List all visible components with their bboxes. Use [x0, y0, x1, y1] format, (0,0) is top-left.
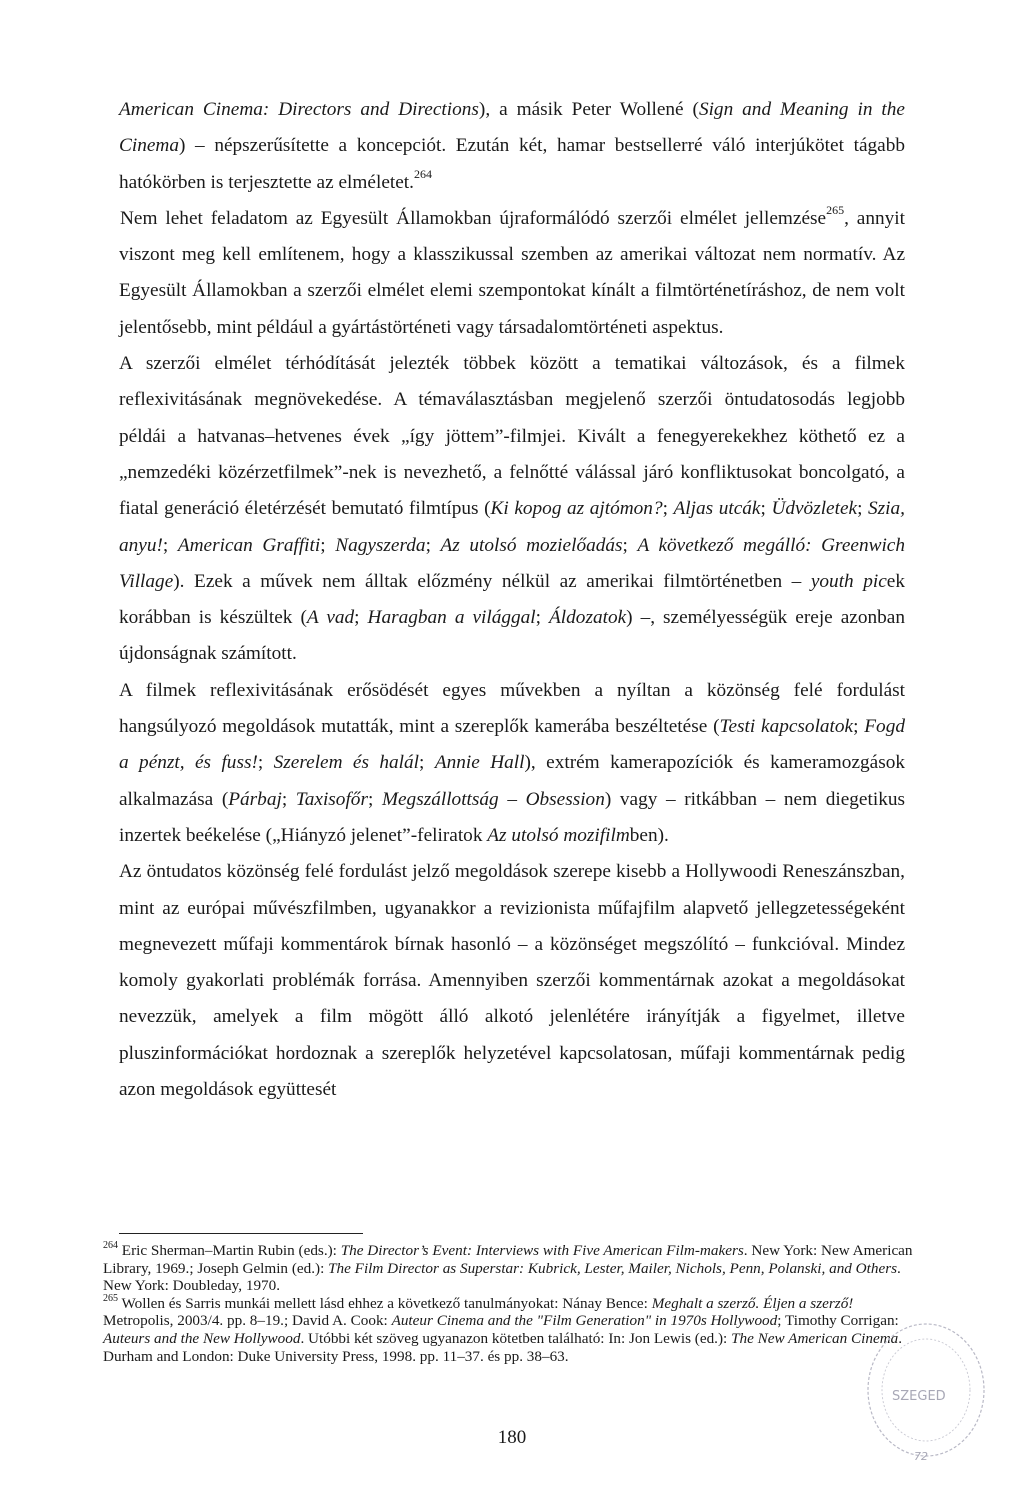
- footnote-264: [103, 1239, 923, 1295]
- text-run: Eric Sherman–Martin Rubin (eds.):: [118, 1242, 341, 1259]
- separator: ;: [760, 498, 772, 520]
- footnote-separator: [119, 1233, 363, 1234]
- book-title: The New American Cinema: [731, 1329, 899, 1347]
- separator: ;: [354, 607, 368, 629]
- article-title: Meghalt a szerző. Éljen a szerző!: [651, 1294, 854, 1312]
- film-title: Annie Hall: [434, 752, 525, 774]
- text-run: . New York: New American Library, 1969.; Joseph Gelmin (ed.):: [103, 1242, 913, 1277]
- article-title: Auteur Cinema and the "Film Generation" in 1970s Hollywood: [391, 1312, 778, 1330]
- book-title: Sign and Meaning in the Cinema: [119, 99, 905, 157]
- page-number: 180: [497, 1427, 527, 1448]
- film-title: Áldozatok: [549, 607, 627, 629]
- text-run: . New York: Doubleday, 1970.: [103, 1259, 901, 1295]
- text-run: ) – népszerűsítette a koncepciót. Ezután két, hamar bestsellerré váló interjúkötet tágabb hatókörben is terjesztette az elméletet.: [119, 135, 905, 193]
- paragraph: [119, 346, 905, 673]
- film-title: Fogd a pénzt, és fuss!: [119, 716, 905, 774]
- text-run: A filmek reflexivitásának erősödését egyes művekben a nyíltan a közönség felé fordulást hangsúlyozó megoldások mutatták, mint a szereplők kamerába beszéltetése (: [119, 679, 905, 738]
- footnote-number: 264: [103, 1239, 118, 1251]
- separator: ;: [425, 534, 441, 556]
- stamp-text: SZEGED: [892, 1389, 946, 1404]
- text-run: ) –, személyességük ereje azonban újdonságnak számított.: [119, 607, 905, 665]
- book-title: The Film Director as Superstar: Kubrick, Lester, Mailer, Nichols, Penn, Polanski, and Others: [328, 1259, 898, 1277]
- book-title: The Director’s Event: Interviews with Five American Film-makers: [340, 1242, 744, 1259]
- paragraph: [119, 201, 905, 346]
- footnote-ref: 264: [413, 167, 432, 182]
- book-title: American Cinema: Directors and Directions: [119, 99, 479, 120]
- film-title: Testi kapcsolatok: [719, 716, 854, 738]
- separator: ;: [257, 752, 274, 774]
- film-title: Aljas utcák: [673, 498, 761, 520]
- film-title: Az utolsó mozifilm: [487, 824, 630, 846]
- film-title: American Graffiti: [177, 534, 321, 556]
- separator: ;: [367, 788, 382, 810]
- text-run: . Utóbbi két szöveg ugyanazon kötetben található: In: Jon Lewis (ed.):: [300, 1329, 732, 1347]
- text-run: ) vagy – ritkábban – nem diegetikus inzertek beékelése („Hiányzó jelenet”-feliratok: [119, 788, 905, 846]
- text-run: Metropolis, 2003/4. pp. 8–19.; David A. Cook:: [103, 1312, 392, 1330]
- separator: ;: [419, 752, 435, 774]
- footnote-ref: 265: [826, 203, 845, 218]
- separator: ;: [622, 534, 638, 556]
- film-title: Haragban a világgal: [367, 607, 536, 629]
- text-run: ), extrém kamerapozíciók és kameramozgások alkalmazása (: [119, 752, 905, 810]
- text-run: , annyit viszont meg kell említenem, hogy a klasszikussal szemben az amerikai változat nem normatív. Az Egyesült Államokban a szerzői elmélet elemi szempontokat kínált a filmtörténetíráshoz, de nem volt jelentősebb, mint például a gyártástörténeti vagy társadalomtörténeti aspektus.: [119, 207, 905, 338]
- separator: ;: [320, 534, 336, 556]
- film-title: Üdvözletek: [771, 498, 858, 520]
- separator: ;: [281, 788, 296, 810]
- text-run: ), a másik Peter Wollené (: [478, 99, 699, 120]
- library-stamp: [862, 1318, 990, 1468]
- footnote-265: [103, 1292, 923, 1365]
- film-title: Párbaj: [228, 788, 282, 810]
- footnote-number: 265: [103, 1292, 118, 1304]
- term: youth pic: [810, 570, 887, 592]
- film-title: A következő megálló: Greenwich Village: [119, 534, 906, 592]
- separator: ;: [535, 607, 550, 629]
- paragraph: [119, 673, 905, 854]
- film-title: Szia, anyu!: [119, 498, 905, 556]
- text-run: ; Timothy Corrigan:: [777, 1312, 899, 1330]
- text-run: Az öntudatos közönség felé fordulást jelző megoldások szerepe kisebb a Hollywoodi Reneszánszban, mint az európai művészfilmben, ugyanakkor a revizionista műfajfilm alapvető jellegzetességeként megnevezett műfaji kommentárok bírnak hasonló – a közönséget megszólító – funkcióval. Mindez komoly gyakorlati problémák forrása. Amennyiben szerzői kommentárnak azokat a megoldásokat nevezzük, amelyek a film mögött álló alkotó jelenlétére irányítják a figyelmet, illetve pluszinformációkat hordoznak a szereplők helyzetével kapcsolatosan, műfaji kommentárnak pedig azon megoldások együttesét: [119, 861, 905, 1101]
- text-run: ek korábban is készültek (: [119, 570, 905, 629]
- film-title: Ki kopog az ajtómon?: [490, 498, 663, 520]
- separator: ;: [853, 716, 865, 738]
- text-run: ). Ezek a művek nem álltak előzmény nélkül az amerikai filmtörténetben –: [173, 570, 811, 592]
- film-title: Szerelem és halál: [273, 752, 420, 774]
- text-run: Nem lehet feladatom az Egyesült Államokban újraformálódó szerzői elmélet jellemzése: [120, 207, 827, 229]
- text-run: A szerzői elmélet térhódítását jelezték többek között a tematikai változások, és a filmek reflexivitásának megnövekedése. A témaválasztásban megjelenő szerzői öntudatosodás legjobb példái a hatvanas–hetvenes évek „így jöttem”-filmjei. Kivált a fenegyerekekhez köthető ez a „nemzedéki közérzetfilmek”-nek is nevezhető, a felnőtté válással járó konfliktusokat boncolgató, a fiatal generáció életérzését bemutató filmtípus (: [119, 353, 905, 520]
- film-title: A vad: [306, 607, 355, 629]
- text-run: ben).: [629, 824, 669, 846]
- film-title: Az utolsó mozielőadás: [440, 534, 623, 556]
- text-run: Wollen és Sarris munkái mellett lásd ehhez a következő tanulmányokat: Nánay Bence:: [118, 1294, 652, 1312]
- main-text: [119, 92, 905, 1108]
- separator: ;: [162, 534, 178, 556]
- article-title: Auteurs and the New Hollywood: [103, 1329, 301, 1347]
- text-run: . Durham and London: Duke University Press, 1998. pp. 11–37. és pp. 38–63.: [103, 1329, 903, 1365]
- footnotes: [103, 1239, 923, 1365]
- paragraph: [119, 92, 905, 201]
- paragraph: [119, 854, 905, 1108]
- film-title: Nagyszerda: [335, 534, 426, 556]
- separator: ;: [662, 498, 674, 520]
- film-title: Megszállottság – Obsession: [381, 788, 605, 810]
- separator: ;: [857, 498, 869, 520]
- stamp-mark: 72: [914, 1450, 928, 1463]
- film-title: Taxisofőr: [295, 788, 368, 810]
